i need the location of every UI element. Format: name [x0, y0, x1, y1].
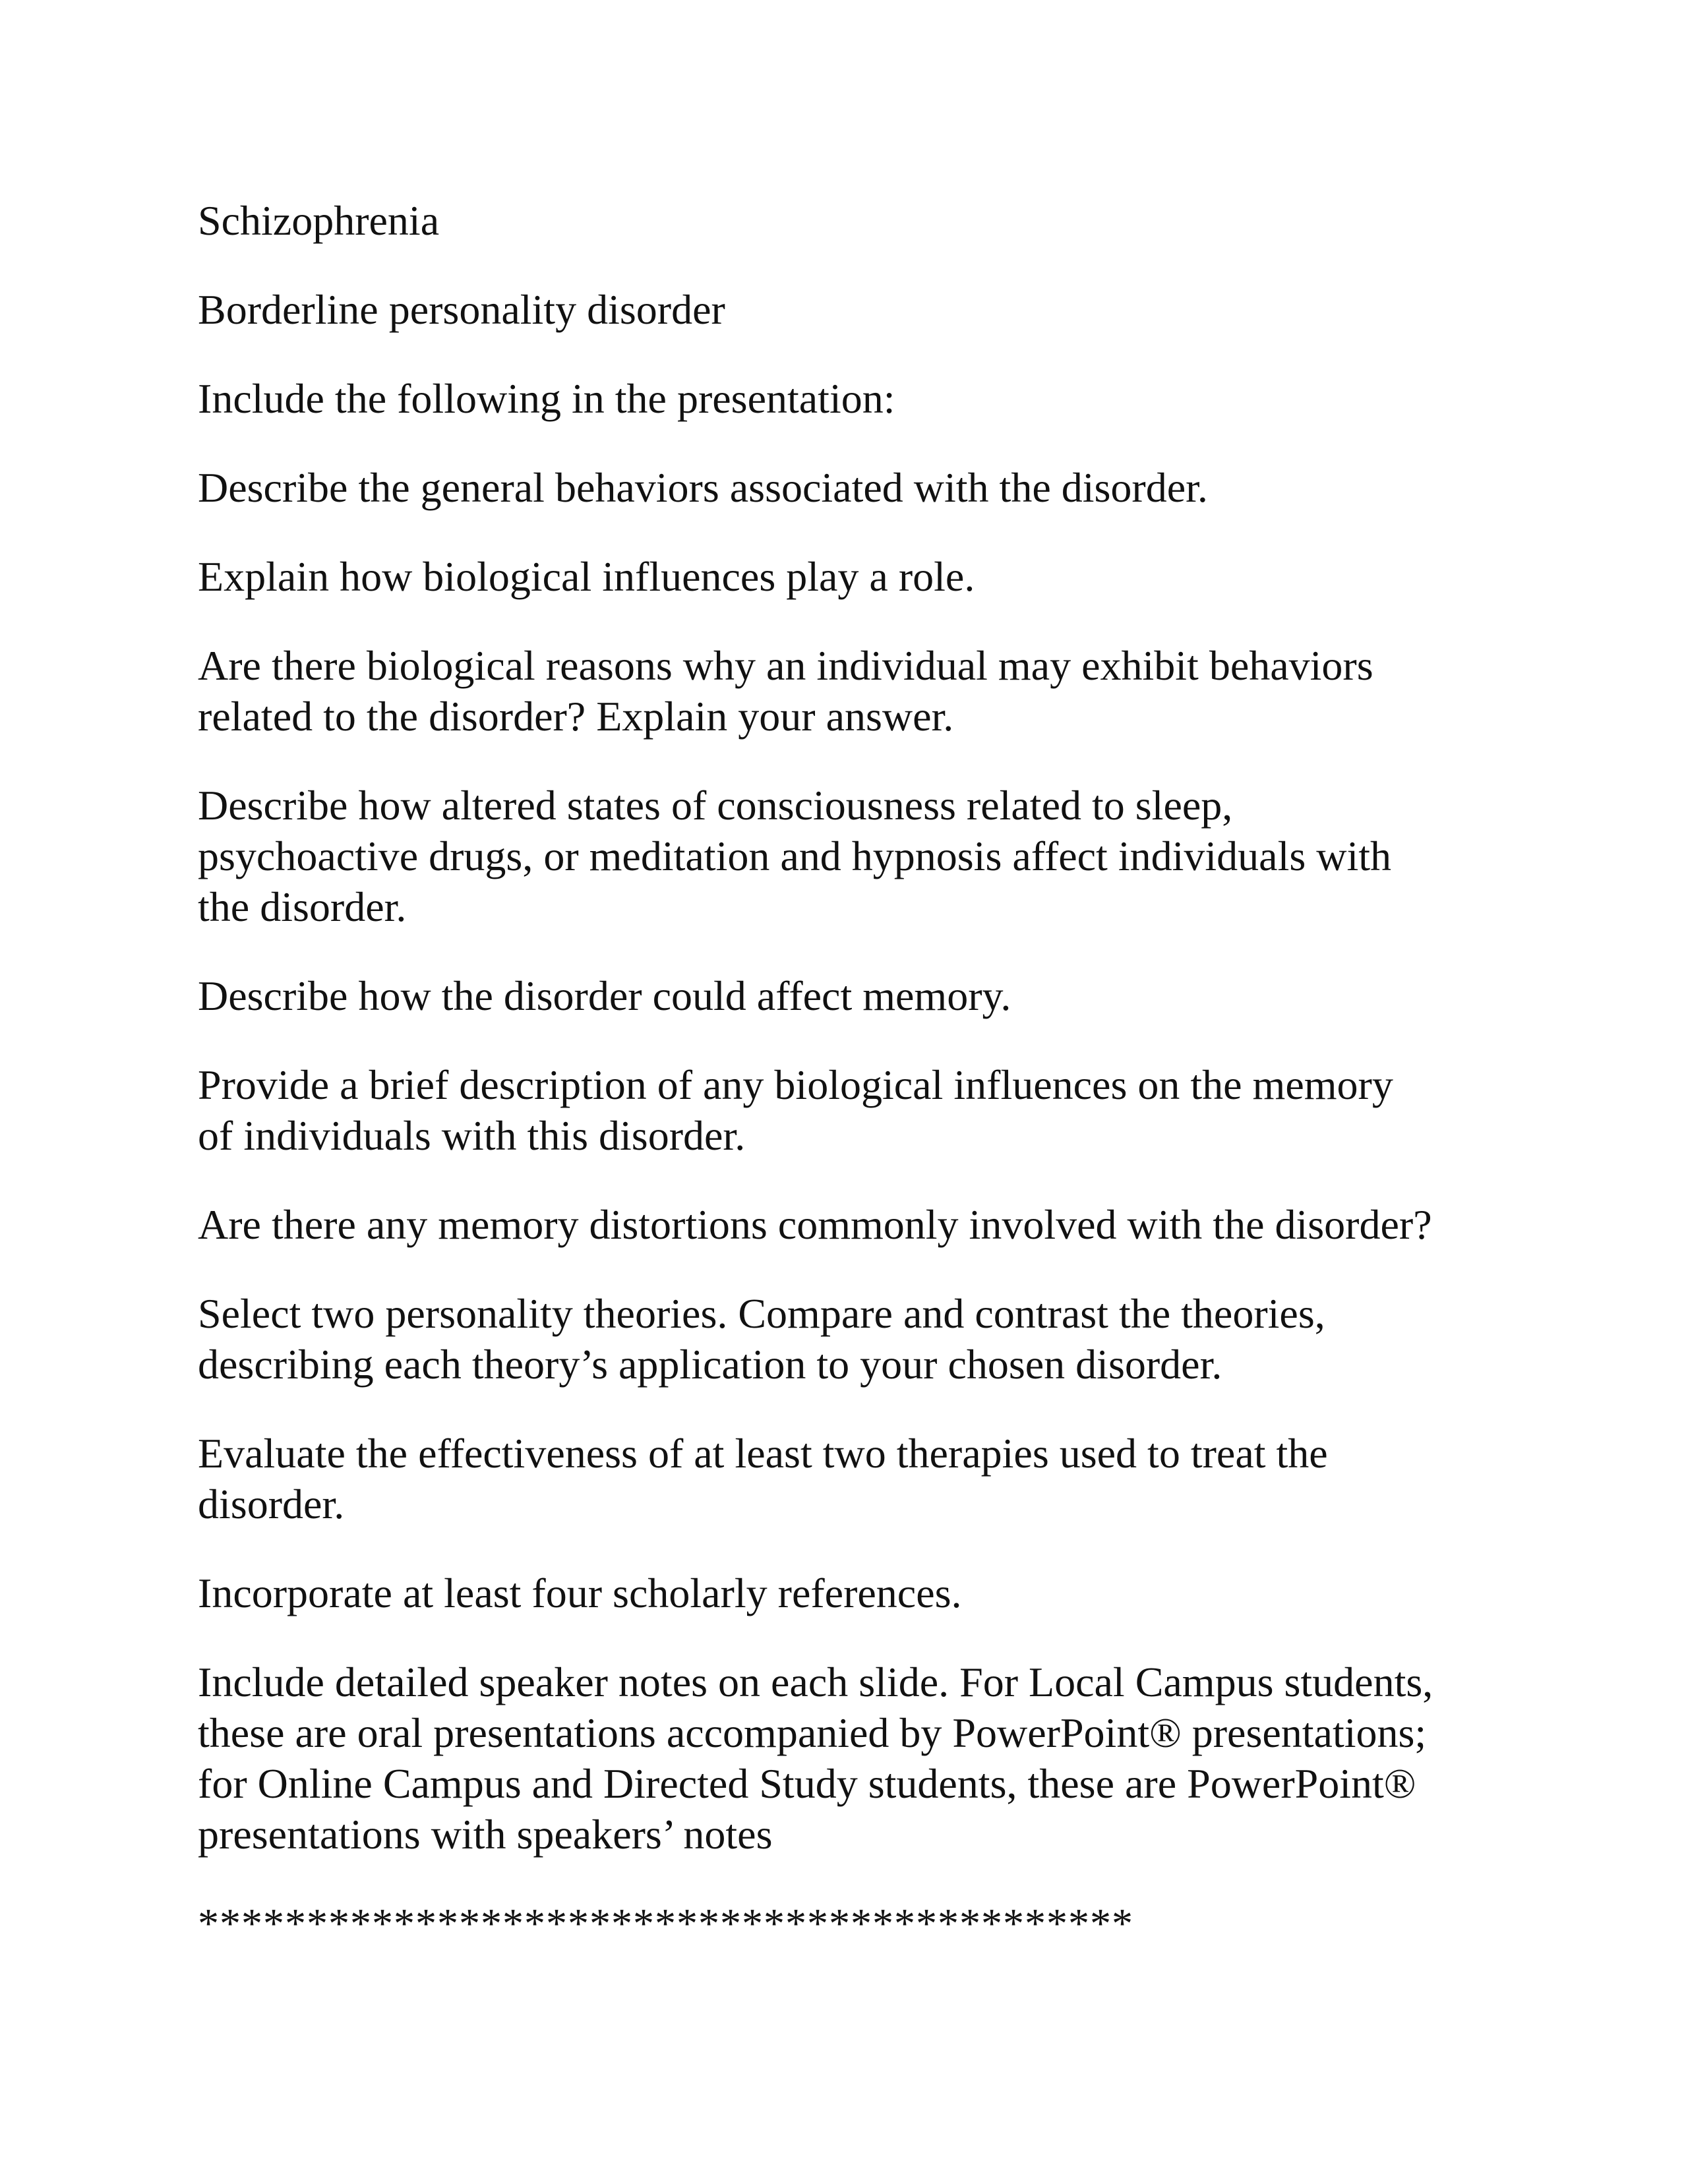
paragraph-memory-influences: [198, 1059, 1517, 1161]
paragraph-affect-memory: [198, 970, 1517, 1021]
paragraph-schizophrenia: [198, 195, 1517, 246]
paragraph-memory-distortions: [198, 1199, 1517, 1250]
text-line: related to the disorder? Explain your answer.: [198, 693, 954, 740]
text-line: Include the following in the presentation:: [198, 375, 895, 422]
paragraph-therapies: [198, 1428, 1517, 1529]
text-line: Describe the general behaviors associated with the disorder.: [198, 464, 1208, 511]
text-line: Select two personality theories. Compare and contrast the theories,: [198, 1290, 1325, 1337]
text-line: Explain how biological influences play a role.: [198, 553, 975, 600]
text-line: Include detailed speaker notes on each slide. For Local Campus students,: [198, 1659, 1433, 1705]
document-body: [198, 195, 1517, 1987]
text-line: Provide a brief description of any biological influences on the memory: [198, 1061, 1393, 1108]
text-line: Borderline personality disorder: [198, 286, 725, 333]
text-line: the disorder.: [198, 883, 407, 930]
text-line: presentations with speakers’ notes: [198, 1811, 773, 1858]
separator-line: *******************************************: [198, 1900, 1133, 1947]
text-line: psychoactive drugs, or meditation and hypnosis affect individuals with: [198, 833, 1392, 879]
text-line: Evaluate the effectiveness of at least two therapies used to treat the: [198, 1430, 1328, 1477]
paragraph-general-behaviors: [198, 462, 1517, 513]
text-line: describing each theory’s application to your chosen disorder.: [198, 1341, 1222, 1388]
paragraph-altered-states: [198, 780, 1517, 932]
asterisk-separator: [198, 1898, 1517, 1949]
text-line: disorder.: [198, 1481, 345, 1527]
paragraph-speaker-notes: [198, 1657, 1517, 1860]
paragraph-biological-influences: [198, 551, 1517, 602]
paragraph-references: [198, 1568, 1517, 1618]
paragraph-borderline: [198, 284, 1517, 335]
text-line: Are there biological reasons why an individual may exhibit behaviors: [198, 642, 1373, 689]
paragraph-biological-reasons: [198, 640, 1517, 742]
text-line: of individuals with this disorder.: [198, 1112, 746, 1159]
paragraph-personality-theories: [198, 1288, 1517, 1390]
text-line: for Online Campus and Directed Study students, these are PowerPoint®: [198, 1760, 1416, 1807]
paragraph-include-following: [198, 373, 1517, 424]
text-line: these are oral presentations accompanied by PowerPoint® presentations;: [198, 1709, 1427, 1756]
text-line: Schizophrenia: [198, 197, 440, 244]
text-line: Describe how altered states of consciousness related to sleep,: [198, 782, 1233, 829]
text-line: Are there any memory distortions commonly involved with the disorder?: [198, 1201, 1432, 1248]
text-line: Describe how the disorder could affect memory.: [198, 972, 1011, 1019]
text-line: Incorporate at least four scholarly references.: [198, 1570, 962, 1616]
